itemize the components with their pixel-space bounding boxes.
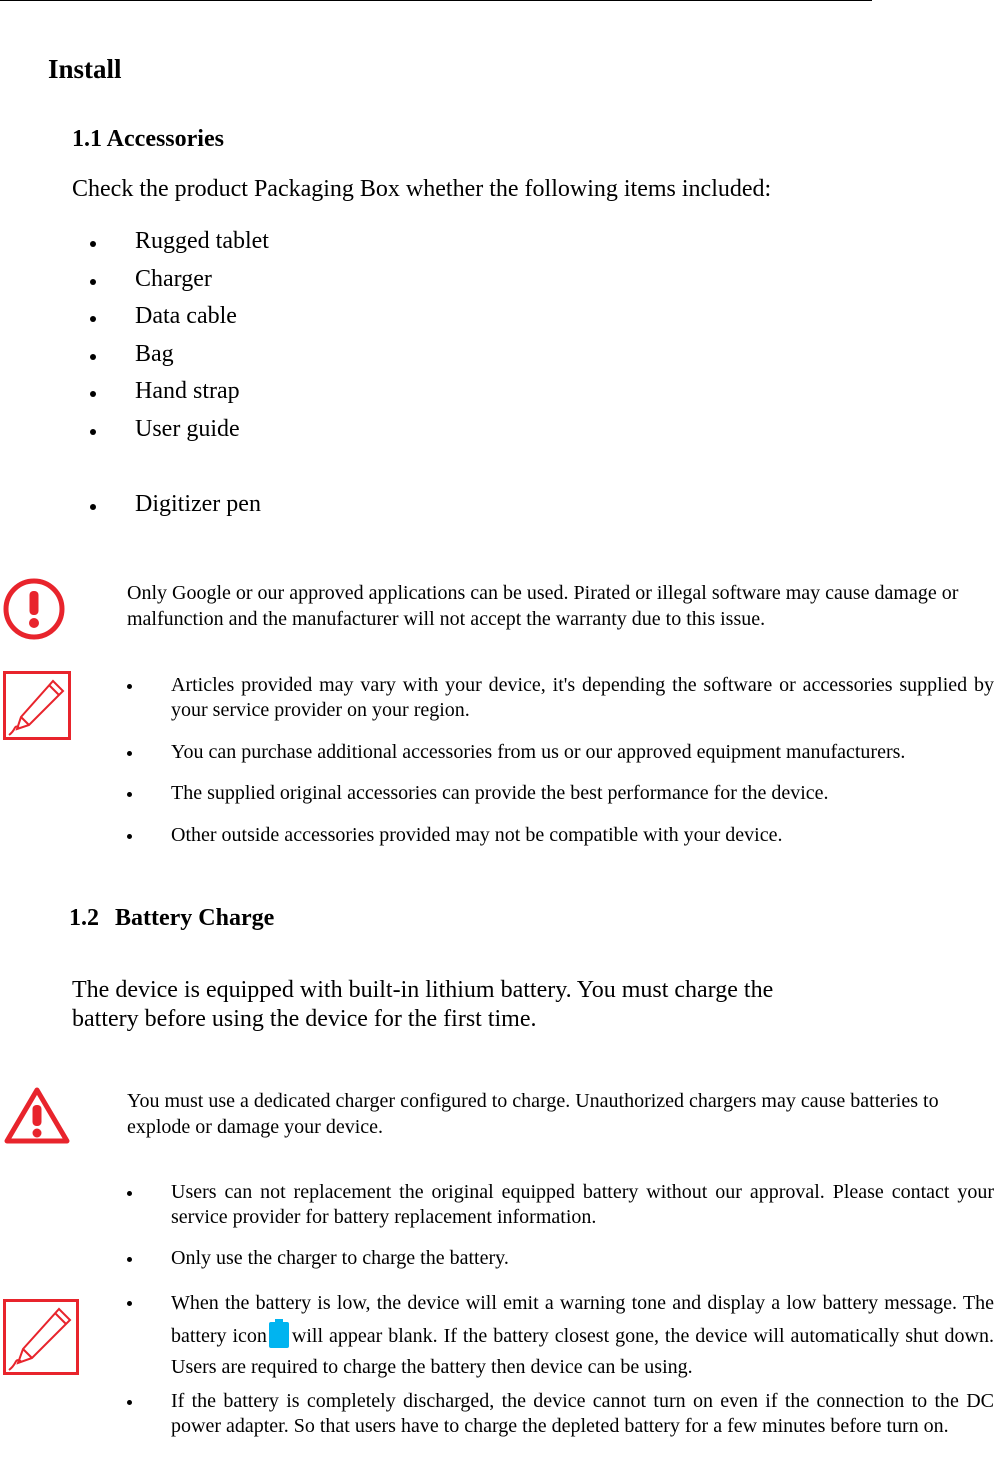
list-item: You can purchase additional accessories from us or our approved equipment manufacturers. — [127, 740, 994, 765]
section-title-accessories: 1.1 Accessories — [72, 126, 224, 152]
bullet — [127, 751, 132, 756]
bullet — [127, 834, 132, 839]
list-item: Users can not replacement the original equipped battery without our approval. Please contact your service provider for battery replacement information. — [127, 1180, 994, 1230]
top-rule — [0, 0, 872, 1]
bullet — [90, 391, 96, 397]
section-number-battery: 1.2 — [69, 905, 99, 931]
battery-intro-line1: The device is equipped with built-in lithium battery. You must charge the — [72, 977, 774, 1003]
list-item: When the battery is low, the device will emit a warning tone and display a low battery message. The battery icon will appear blank. If the battery closest gone, the device will automatically shut down. Users are required to charge the battery then device can be using. — [127, 1288, 994, 1383]
bullet — [90, 504, 96, 510]
list-item: If the battery is completely discharged, the device cannot turn on even if the connection to the DC power adapter. So that users have to charge the depleted battery for a few minutes before turn on. — [127, 1389, 994, 1439]
battery-icon — [269, 1319, 289, 1348]
bullet — [127, 1191, 132, 1196]
bullet — [90, 354, 96, 360]
bullet — [90, 279, 96, 285]
list-item: Other outside accessories provided may not be compatible with your device. — [127, 823, 994, 848]
list-item: The supplied original accessories can provide the best performance for the device. — [127, 781, 994, 806]
warning-circle-icon — [2, 577, 66, 641]
bullet — [127, 1301, 132, 1306]
list-item: Only use the charger to charge the battery. — [127, 1246, 994, 1271]
page-heading: Install — [48, 54, 122, 84]
bullet — [90, 429, 96, 435]
warning-triangle-icon — [3, 1086, 71, 1146]
bullet — [127, 792, 132, 797]
list-item: Articles provided may vary with your device, it's depending the software or accessories supplied by your service provider on your region. — [127, 673, 994, 723]
warning-text-charger: You must use a dedicated charger configured to charge. Unauthorized chargers may cause batteries to explode or damage your device. — [127, 1090, 939, 1138]
accessories-intro: Check the product Packaging Box whether the following items included: — [72, 176, 772, 202]
bullet — [90, 316, 96, 322]
section-title-battery: Battery Charge — [115, 905, 275, 931]
bullet — [127, 1400, 132, 1405]
pencil-note-icon — [3, 1299, 79, 1375]
battery-intro-line2: battery before using the device for the first time. — [72, 1006, 537, 1032]
warning-text-software: Only Google or our approved applications can be used. Pirated or illegal software may cause damage or malfunction and the manufacturer will not accept the warranty due to this issue. — [127, 582, 959, 630]
pencil-note-icon — [3, 671, 71, 740]
bullet — [127, 1257, 132, 1262]
bullet — [90, 241, 96, 247]
bullet — [127, 684, 132, 689]
